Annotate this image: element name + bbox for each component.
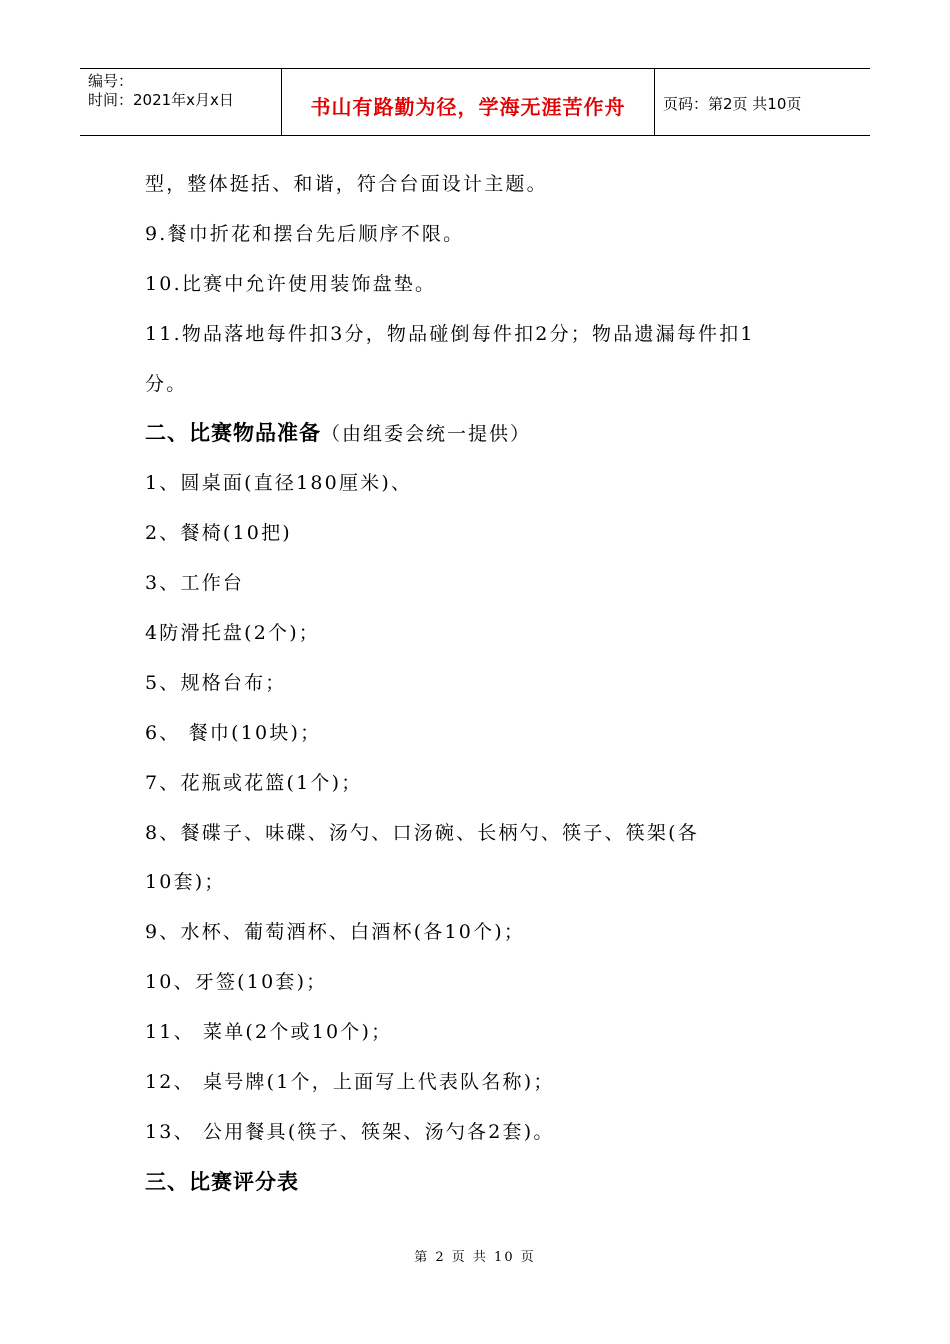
list-item: 10、牙签(10套)； <box>145 971 328 994</box>
document-number-label: 编号： <box>88 72 134 90</box>
section-title: 二、比赛物品准备 <box>145 421 321 446</box>
list-item: 5、规格台布； <box>145 671 287 694</box>
section-heading-scoring <box>145 1158 845 1208</box>
list-item: 9、水杯、葡萄酒杯、白酒杯(各10个)； <box>145 921 526 944</box>
header-motto: 书山有路勤为径，学海无涯苦作舟 <box>310 94 626 119</box>
list-item: 3、工作台 <box>145 572 245 595</box>
section-title: 三、比赛评分表 <box>145 1169 299 1194</box>
list-item: 8、餐碟子、味碟、汤勺、口汤碗、长柄勺、筷子、筷架(各 <box>145 821 699 844</box>
body-line: 10.比赛中允许使用装饰盘垫。 <box>145 272 437 295</box>
list-item: 13、 公用餐具(筷子、筷架、汤勺各2套)。 <box>145 1120 555 1143</box>
body-line: 11.物品落地每件扣3分，物品碰倒每件扣2分；物品遗漏每件扣1 <box>145 322 755 345</box>
section-heading-materials <box>145 409 845 459</box>
header-meta-cell <box>80 69 282 135</box>
list-item: 7、花瓶或花篮(1个)； <box>145 771 363 794</box>
section-subtitle: （由组委会统一提供） <box>321 423 532 446</box>
header-page-cell <box>655 69 870 135</box>
document-body <box>145 160 845 1208</box>
list-item: 2、餐椅(10把) <box>145 522 292 545</box>
list-item: 11、 菜单(2个或10个)； <box>145 1021 393 1044</box>
list-item: 12、 桌号牌(1个，上面写上代表队名称)； <box>145 1071 555 1094</box>
body-line: 分。 <box>145 372 188 395</box>
header-motto-cell <box>282 69 655 135</box>
page-header <box>80 68 870 136</box>
document-time-label: 时间：2021年x月x日 <box>88 91 234 109</box>
list-item: 4防滑托盘(2个)； <box>145 622 321 645</box>
header-page-info: 页码：第2页 共10页 <box>663 94 802 113</box>
list-item: 10套)； <box>145 871 226 894</box>
list-item: 1、圆桌面(直径180厘米)、 <box>145 472 413 495</box>
page-footer: 第 2 页 共 10 页 <box>414 1250 536 1265</box>
body-line: 型，整体挺括、和谐，符合台面设计主题。 <box>145 173 548 195</box>
body-line: 9.餐巾折花和摆台先后顺序不限。 <box>145 222 465 245</box>
list-item: 6、 餐巾(10块)； <box>145 721 322 744</box>
